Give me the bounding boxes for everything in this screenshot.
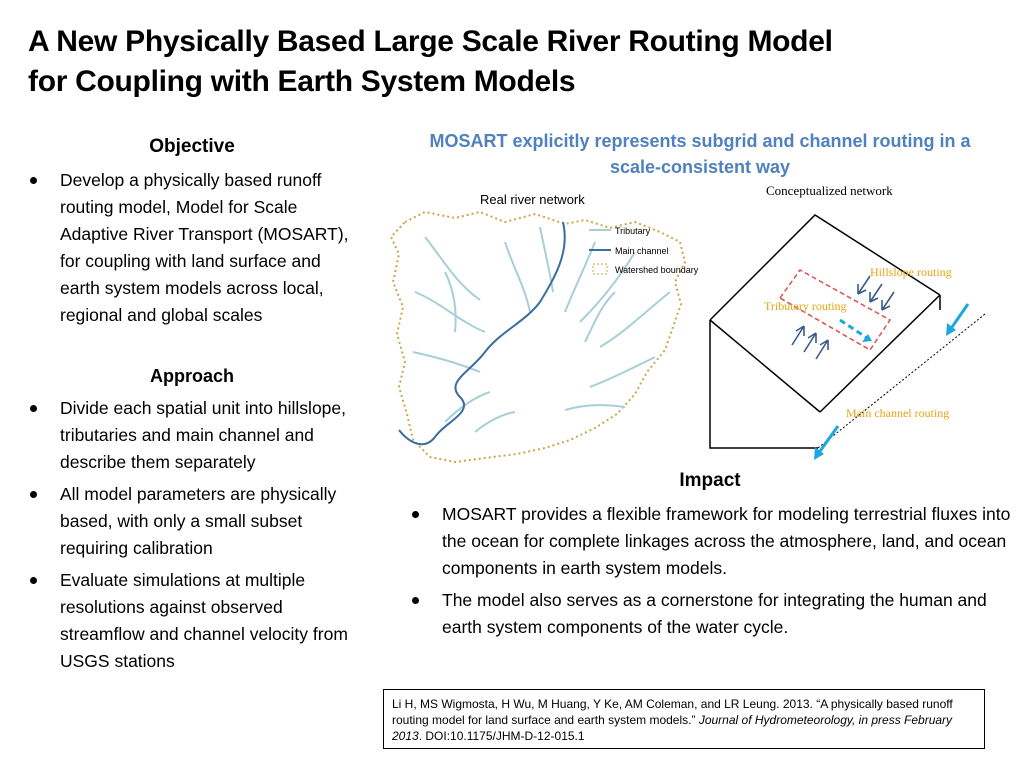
conceptualized-network-label: Conceptualized network [766,183,893,198]
tributary-flow-arrow [840,320,870,340]
bullet-dot [412,597,419,604]
reference-press: , in press February 2013 [392,713,953,743]
reference-box [383,689,985,749]
figure-headline: MOSART explicitly represents subgrid and channel routing in a scale-consistent way [429,131,971,177]
tributary-arrows [792,326,828,359]
reference-doi: . DOI:10.1175/JHM-D-12-015.1 [418,729,585,743]
main-channel-line [399,222,565,444]
list-item: Evaluate simulations at multiple resolutions against observed streamflow and channel velocity from USGS stations [28,567,358,675]
approach-heading: Approach [149,366,234,386]
bullet-dot [30,405,37,412]
list-item: The model also serves as a cornerstone for integrating the human and earth system components of the water cycle. [410,587,1015,641]
objective-list [28,167,358,334]
legend-boundary-swatch [593,264,607,274]
reference-journal: Journal of Hydrometeorology [698,713,853,727]
bullet-dot [30,491,37,498]
main-channel-arrow-top [950,304,968,330]
legend-watershed-boundary: Watershed boundary [615,265,699,275]
title-line-1: A New Physically Based Large Scale River Routing Model [28,25,833,58]
main-channel-routing-label: Main channel routing [846,406,950,420]
objective-heading: Objective [149,136,235,157]
hillslope-routing-label: Hillslope routing [870,265,952,279]
bullet-dot [30,577,37,584]
main-channel-arrow-bottom [818,426,838,454]
conceptualized-network-figure [700,180,990,465]
tributary-flow-arrowhead [862,334,872,342]
list-item: All model parameters are physically based, with only a small subset requiring calibration [28,481,358,562]
list-item: Divide each spatial unit into hillslope, tributaries and main channel and describe them separately [28,395,358,476]
bullet-dot [30,177,37,184]
bullet-dot [412,511,419,518]
real-river-network-figure [385,182,705,467]
legend-tributary: Tributary [615,226,651,236]
tributaries [413,227,670,432]
title-line-2: for Coupling with Earth System Models [28,65,576,98]
list-item: MOSART provides a flexible framework for modeling terrestrial fluxes into the ocean for complete linkages across the atmosphere, land, and ocean components in earth system models. [410,501,1015,582]
impact-heading: Impact [679,470,741,491]
reference-authors: Li H, MS Wigmosta, H Wu, M Huang, Y Ke, AM Coleman, and LR Leung. 2013. “A physically based runoff routing model for land surface and earth system models.” [392,697,953,727]
list-item: Develop a physically based runoff routing model, Model for Scale Adaptive River Transport (MOSART), for coupling with land surface and earth system models across local, regional and global scales [28,167,358,329]
legend [589,226,699,275]
legend-main-channel: Main channel [615,246,669,256]
tributary-routing-label: Tributary routing [764,299,847,313]
impact-list [410,501,1015,646]
approach-list [28,395,358,680]
real-river-network-label: Real river network [480,192,585,207]
slide-title [28,22,988,102]
